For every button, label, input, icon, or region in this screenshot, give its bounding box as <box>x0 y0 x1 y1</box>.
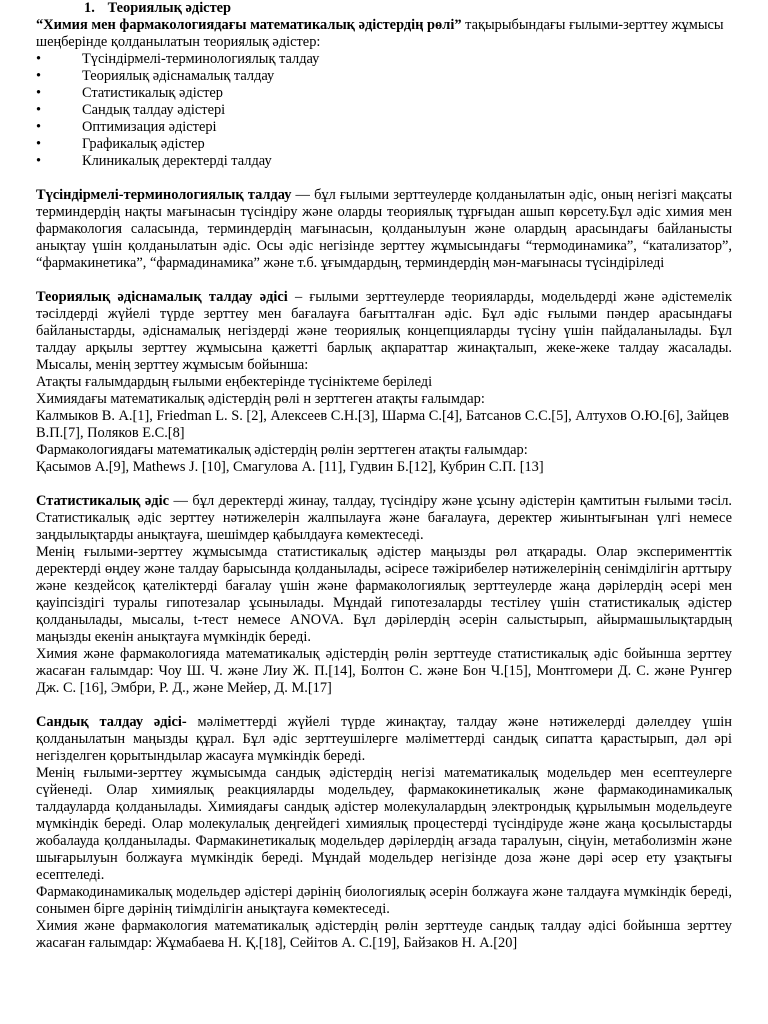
paragraph-term: Сандық талдау әдісі- <box>36 714 187 730</box>
spacer <box>36 272 732 289</box>
statistical-method-detail: Менің ғылыми-зерттеу жұмысымда статистикалық әдістер маңызды рөл атқарады. Олар эксперименттік деректерді өңдеу және талдау барысында қолданылады, әсіресе тәжірибелер нәтижелерінің сенімділігін арттыру және кездейсоқ қателіктерді бағалау үшін және фармакологиялық зерттеулерде жаңа дәрілердің әсері мен қауіпсіздігі туралы гипотезалар ұсынылады. Мұндай гипотезаларды тестілеу үшін статистикалық әдістер қолданылады, мысалы, t-тест немесе ANOVA. Бұл дәрілердің әсерін салыстырып, айырмашылықтардың маңызды екенін анықтауға мүмкіндік береді. <box>36 544 732 645</box>
list-item-text: Графикалық әдістер <box>82 136 205 152</box>
list-item-text: Сандық талдау әдістері <box>82 102 226 118</box>
bullet-icon: • <box>36 102 42 118</box>
paragraph-text: – ғылыми зерттеулерде теорияларды, модельдерді және әдістемелік тәсілдерді жүйелі түрде зерттеу мен бағалауға бағытталған әдіс. Бұл әдіс ғылыми пәндер арасындағы байланыстарды, әдіснамалық негіздерді және теориялық концепцияларды түсіну үшін пайдаланылады. Бұл талдау арқылы зерттеу жұмысына қажетті барлық ақпараттар жинақталып, жеке-жеке талдау жасалады. Мысалы, менің зерттеу жұмысым бойынша: <box>36 289 733 373</box>
bullet-icon: • <box>36 136 42 152</box>
spacer <box>36 170 732 187</box>
list-item <box>36 119 732 136</box>
bullet-icon: • <box>36 68 42 84</box>
list-item-text: Түсіндірмелі-терминологиялық талдау <box>82 51 320 67</box>
section-title: Теориялық әдістер <box>107 0 232 16</box>
quantitative-analysis-scientists: Химия және фармакология математикалық әдістердің рөлін зерттеуде сандық талдау әдісі бойынша зерттеу жасаған ғалымдар: Жұмабаева Н. Қ.[18], Сейітов А. С.[19], Байзаков Н. А.[20] <box>36 918 732 951</box>
spacer <box>36 476 732 493</box>
bullet-icon: • <box>36 119 42 135</box>
list-item-text: Оптимизация әдістері <box>82 119 217 135</box>
bullet-icon: • <box>36 85 42 101</box>
paragraph-text: мәліметтерді жүйелі түрде жинақтау, талдау және нәтижелерді дәлелдеу үшін қолданылатын маңызды құрал. Бұл әдіс зерттеушілерге мәліметтерді сандық сипатта қарастырып, дәл әрі негізделген қорытындылар жасауға мүмкіндік береді. <box>36 714 733 764</box>
list-item <box>36 102 732 119</box>
bullet-icon: • <box>36 153 42 169</box>
paragraph-term: Түсіндірмелі-терминологиялық талдау <box>36 187 292 203</box>
list-item-text: Статистикалық әдістер <box>82 85 223 101</box>
list-item <box>36 136 732 153</box>
text-line: Фармакологиядағы математикалық әдістердің рөлін зерттеген атақты ғалымдар: <box>36 442 528 458</box>
statistical-method-paragraph <box>36 493 732 544</box>
paragraph-term: Статистикалық әдіс <box>36 493 169 509</box>
paragraph-text: — бұл деректерді жинау, талдау, түсіндіру және ұсыну әдістерін қамтитын ғылыми тәсіл. Статистикалық әдіс зерттеу нәтижелерін жалпылауға және бағалауға, деректер жиынтығынан үлгі немесе заңдылықтарды анықтауға, шешімдер қабылдауға көмектеседі. <box>36 493 732 543</box>
statistical-method-scientists: Химия және фармакологияда математикалық әдістердің рөлін зерттеуде статистикалық әдіс бойынша зерттеу жасаған ғалымдар: Чоу Ш. Ч. және Лиу Ж. П.[14], Болтон С. және Бон Ч.[15], Монтгомери Д. С. және Рунгер Дж. С. [16], Эмбри, Р. Д., және Мейер, Д. М.[17] <box>36 646 732 696</box>
paragraph-text: — бұл ғылыми зерттеулерде қолданылатын әдіс, оның негізгі мақсаты терминдердің нақты мағынасын түсіндіру және оларды теориялық тұрғыдан ашып көрсету.Бұл әдіс химия мен фармакология саласында, терминдердің мағынасын, қолданылуын және олардың арасындағы байланысты анықтау үшін қолданылатын әдіс. Осы әдіс негізінде зерттеу жұмысындағы “термодинамика”, “катализатор”, “фармакинетика”, “фармадинамика” және т.б. ұғымдардың, терминдердің мән-мағынасы түсіндіріледі <box>36 187 732 271</box>
spacer <box>36 697 732 714</box>
intro-text: тақырыбындағы ғылыми-зерттеу жұмысы шеңберінде қолданылатын теориялық әдістер: <box>36 17 724 50</box>
text-line: Химиядағы математикалық әдістердің рөлі н зерттеген атақты ғалымдар: <box>36 391 485 407</box>
list-item-text: Теориялық әдіснамалық талдау <box>82 68 275 84</box>
pharmacodynamic-models-paragraph: Фармакодинамикалық модельдер әдістері дәрінің биологиялық әсерін болжауға және талдауға мүмкіндік береді, сонымен бірге дәрінің тиімділігін анықтауға көмектеседі. <box>36 884 732 917</box>
quantitative-analysis-detail: Менің ғылыми-зерттеу жұмысымда сандық әдістердің негізі математикалық модельдер мен есептеулерге сүйенеді. Олар химиялық реакцияларды модельдеу, фармакокинетикалық және фармакодинамикалық талдауларда қолданылады. Химиядағы сандық әдістер молекулалардың электрондық құрылымын модельдеуге мүмкіндік береді. Олар молекулалық деңгейдегі химиялық процестерді түсіндіруде және жаңа қосылыстарды жобалауда қолданылады. Фармакинетикалық модельдер дәрілердің ағзада таралуын, сіңуін, метаболизмін және шығарылуын болжауға мүмкіндік береді. Мұндай модельдер негізінде доза және дәрі әсер ету ұзақтығы есептеледі. <box>36 765 732 883</box>
chemistry-scientists-list: Калмыков В. А.[1], Friedman L. S. [2], Алексеев С.Н.[3], Шарма С.[4], Батсанов С.С.[5], Алтухов О.Ю.[6], Зайцев В.П.[7], Поляков Е.С.[8] <box>36 408 729 441</box>
list-item <box>36 153 732 170</box>
section-number: 1. <box>84 0 95 16</box>
intro-paragraph <box>36 17 732 51</box>
list-item <box>36 85 732 102</box>
list-item <box>36 68 732 85</box>
research-topic-title: “Химия мен фармакологиядағы математикалық әдістердің рөлі” <box>36 17 462 33</box>
methods-list <box>36 51 732 170</box>
list-item-text: Клиникалық деректерді талдау <box>82 153 272 169</box>
terminological-analysis-paragraph <box>36 187 732 272</box>
section-heading <box>84 0 732 17</box>
paragraph-term: Теориялық әдіснамалық талдау әдісі <box>36 289 288 305</box>
list-item <box>36 51 732 68</box>
text-line: Атақты ғалымдардың ғылыми еңбектерінде түсініктеме беріледі <box>36 374 433 390</box>
bullet-icon: • <box>36 51 42 67</box>
pharmacology-scientists-list: Қасымов А.[9], Mathews J. [10], Смагулова А. [11], Гудвин Б.[12], Кубрин С.П. [13] <box>36 459 544 475</box>
methodological-analysis-paragraph <box>36 289 732 374</box>
quantitative-analysis-paragraph <box>36 714 732 765</box>
